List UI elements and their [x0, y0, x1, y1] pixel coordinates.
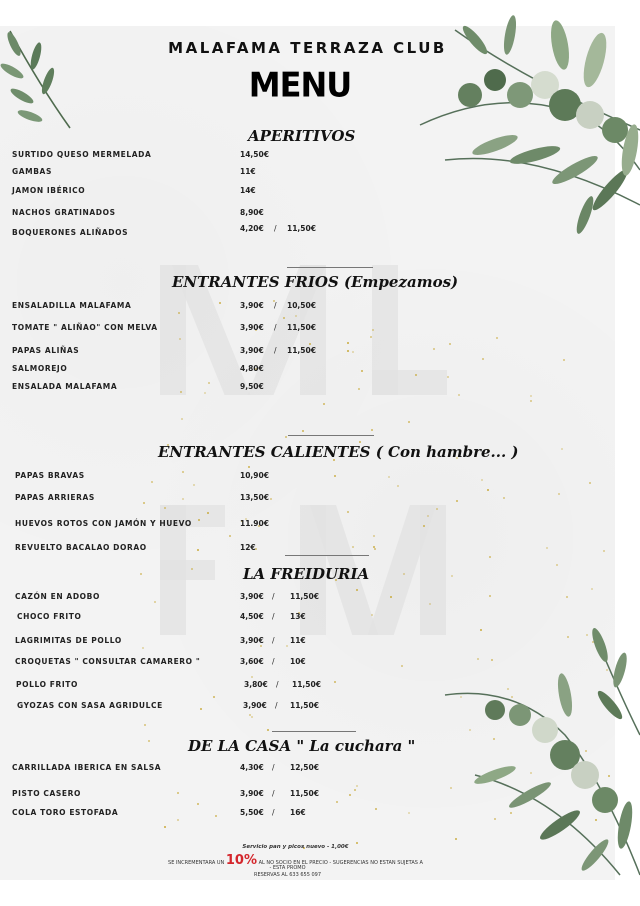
section-title-entrantes-frios: ENTRANTES FRIOS (Empezamos)	[172, 273, 459, 291]
menu-item-name: NACHOS GRATINADOS	[12, 208, 116, 217]
gold-speckle	[566, 596, 568, 598]
menu-item-price-large: 10,50€	[287, 301, 316, 310]
menu-item-price: 4,20€	[240, 224, 264, 233]
gold-speckle	[197, 549, 199, 551]
gold-speckle	[489, 556, 491, 558]
menu-item-price-large: 13€	[290, 612, 306, 621]
gold-speckle	[408, 812, 410, 814]
menu-item-price: 11€	[240, 167, 256, 176]
gold-speckle	[336, 801, 338, 803]
menu-item-price-large: 11,50€	[287, 224, 316, 233]
gold-speckle	[481, 479, 483, 481]
price-separator: /	[274, 224, 277, 233]
menu-item-price-large: 11,50€	[287, 346, 316, 355]
menu-item-price: 3,90€	[240, 346, 264, 355]
menu-item-price-large: 11,50€	[290, 592, 319, 601]
section-title-de-la-casa: DE LA CASA " La cuchara "	[188, 737, 416, 755]
gold-speckle	[558, 493, 560, 495]
divider	[285, 555, 369, 556]
gold-speckle	[361, 370, 363, 372]
gold-speckle	[193, 484, 195, 486]
gold-speckle	[142, 647, 144, 649]
price-separator: /	[274, 301, 277, 310]
gold-speckle	[370, 336, 372, 338]
price-separator: /	[272, 657, 275, 666]
menu-item-name: BOQUERONES ALIÑADOS	[12, 228, 129, 237]
menu-item-price-large: 11,50€	[287, 323, 316, 332]
menu-item-name: CROQUETAS " CONSULTAR CAMARERO "	[15, 657, 201, 666]
menu-item-name: PAPAS BRAVAS	[15, 471, 85, 480]
gold-speckle	[283, 317, 285, 319]
menu-item-price-large: 11,50€	[292, 680, 321, 689]
menu-item-price: 4,50€	[240, 612, 264, 621]
gold-speckle	[408, 421, 410, 423]
gold-speckle	[352, 351, 354, 353]
gold-speckle	[140, 573, 142, 575]
gold-speckle	[603, 550, 605, 552]
gold-speckle	[207, 512, 209, 514]
menu-item-price: 12€	[240, 543, 256, 552]
footer-promo-note: - ESTA PROMO	[269, 865, 306, 871]
gold-speckle	[200, 708, 202, 710]
menu-item-name: HUEVOS ROTOS CON JAMÓN Y HUEVO	[15, 519, 192, 528]
gold-speckle	[349, 794, 351, 796]
surcharge-suffix: AL NO SOCIO EN EL PRECIO - SUGERENCIAS NO ESTAN SUJETAS A	[258, 860, 423, 866]
gold-speckle	[449, 343, 451, 345]
price-separator: /	[274, 346, 277, 355]
surcharge-prefix: SE INCREMENTARA UN	[168, 860, 225, 866]
gold-speckle	[270, 498, 272, 500]
menu-item-name: ENSALADILLA MALAFAMA	[12, 301, 132, 310]
menu-item-price: 13,50€	[240, 493, 269, 502]
divider	[287, 267, 373, 268]
menu-item-name: TOMATE " ALIÑAO" CON MELVA	[12, 323, 158, 332]
gold-speckle	[347, 511, 349, 513]
page-title: MENU	[248, 65, 352, 105]
menu-item-price: 4,30€	[240, 763, 264, 772]
gold-speckle	[154, 601, 156, 603]
gold-speckle	[429, 603, 431, 605]
divider	[272, 731, 356, 732]
menu-item-name: SALMOREJO	[12, 364, 68, 373]
surcharge-percent: 10%	[225, 853, 257, 868]
menu-item-price: 3,90€	[240, 789, 264, 798]
menu-item-name: PISTO CASERO	[12, 789, 81, 798]
gold-speckle	[286, 645, 288, 647]
gold-speckle	[352, 546, 354, 548]
section-title-la-freiduria: LA FREIDURIA	[243, 565, 370, 583]
gold-speckle	[182, 471, 184, 473]
footer-service-note: Servicio pan y picos nuevo - 1,00€	[242, 844, 349, 850]
gold-speckle	[456, 500, 458, 502]
gold-speckle	[182, 498, 184, 500]
menu-item-price: 3,90€	[240, 323, 264, 332]
menu-item-name: GAMBAS	[12, 167, 52, 176]
menu-item-price-large: 16€	[290, 808, 306, 817]
price-separator: /	[276, 680, 279, 689]
menu-item-name: POLLO FRITO	[16, 680, 78, 689]
menu-item-price: 9,50€	[240, 382, 264, 391]
gold-speckle	[334, 475, 336, 477]
section-title-entrantes-calientes: ENTRANTES CALIENTES ( Con hambre... )	[158, 443, 519, 461]
menu-item-price-large: 10€	[290, 657, 306, 666]
gold-speckle	[371, 614, 373, 616]
menu-item-price: 10,90€	[240, 471, 269, 480]
menu-item-price-large: 11€	[290, 636, 306, 645]
gold-speckle	[358, 388, 360, 390]
menu-item-name: JAMON IBÉRICO	[12, 186, 86, 195]
menu-item-name: COLA TORO ESTOFADA	[12, 808, 119, 817]
gold-speckle	[451, 575, 453, 577]
gold-speckle	[556, 564, 558, 566]
price-separator: /	[272, 763, 275, 772]
gold-speckle	[415, 374, 417, 376]
price-separator: /	[274, 323, 277, 332]
menu-item-price-large: 11,50€	[290, 789, 319, 798]
menu-item-name: PAPAS ALIÑAS	[12, 346, 80, 355]
price-separator: /	[272, 789, 275, 798]
menu-item-name: ENSALADA MALAFAMA	[12, 382, 118, 391]
divider	[288, 435, 374, 436]
gold-speckle	[589, 482, 591, 484]
gold-speckle	[323, 403, 325, 405]
menu-item-name: GYOZAS CON SASA AGRIDULCE	[17, 701, 163, 710]
menu-item-price: 14€	[240, 186, 256, 195]
gold-speckle	[198, 519, 200, 521]
price-separator: /	[272, 612, 275, 621]
price-separator: /	[272, 808, 275, 817]
menu-item-price: 3,90€	[240, 636, 264, 645]
menu-item-price-large: 11,50€	[290, 701, 319, 710]
gold-speckle	[375, 808, 377, 810]
gold-speckle	[374, 548, 376, 550]
menu-item-price: 14,50€	[240, 150, 269, 159]
menu-item-name: REVUELTO BACALAO DORAO	[15, 543, 147, 552]
gold-speckle	[164, 826, 166, 828]
menu-item-price: 8,90€	[240, 208, 264, 217]
menu-item-name: CHOCO FRITO	[17, 612, 82, 621]
price-separator: /	[272, 636, 275, 645]
gold-speckle	[219, 302, 221, 304]
menu-item-price: 11.90€	[240, 519, 269, 528]
menu-item-name: SURTIDO QUESO MERMELADA	[12, 150, 152, 159]
gold-speckle	[563, 359, 565, 361]
restaurant-name: MALAFAMA TERRAZA CLUB	[168, 39, 447, 57]
menu-item-price-large: 12,50€	[290, 763, 319, 772]
gold-speckle	[213, 696, 215, 698]
price-separator: /	[275, 701, 278, 710]
menu-item-name: CAZÓN EN ADOBO	[15, 592, 100, 601]
menu-item-price: 3,60€	[240, 657, 264, 666]
menu-item-price: 3,80€	[244, 680, 268, 689]
price-separator: /	[272, 592, 275, 601]
gold-speckle	[229, 535, 231, 537]
menu-item-name: LAGRIMITAS DE POLLO	[15, 636, 122, 645]
gold-speckle	[181, 418, 183, 420]
menu-item-price: 3,90€	[240, 301, 264, 310]
menu-item-name: PAPAS ARRIERAS	[15, 493, 95, 502]
gold-speckle	[144, 724, 146, 726]
menu-item-price: 3,90€	[240, 592, 264, 601]
section-title-aperitivos: APERITIVOS	[248, 127, 356, 145]
menu-item-price: 3,90€	[243, 701, 267, 710]
menu-item-price: 4,80€	[240, 364, 264, 373]
menu-item-name: CARRILLADA IBERICA EN SALSA	[12, 763, 162, 772]
footer-reservations: RESERVAS AL 633 655 097	[253, 872, 322, 878]
menu-item-price: 5,50€	[240, 808, 264, 817]
